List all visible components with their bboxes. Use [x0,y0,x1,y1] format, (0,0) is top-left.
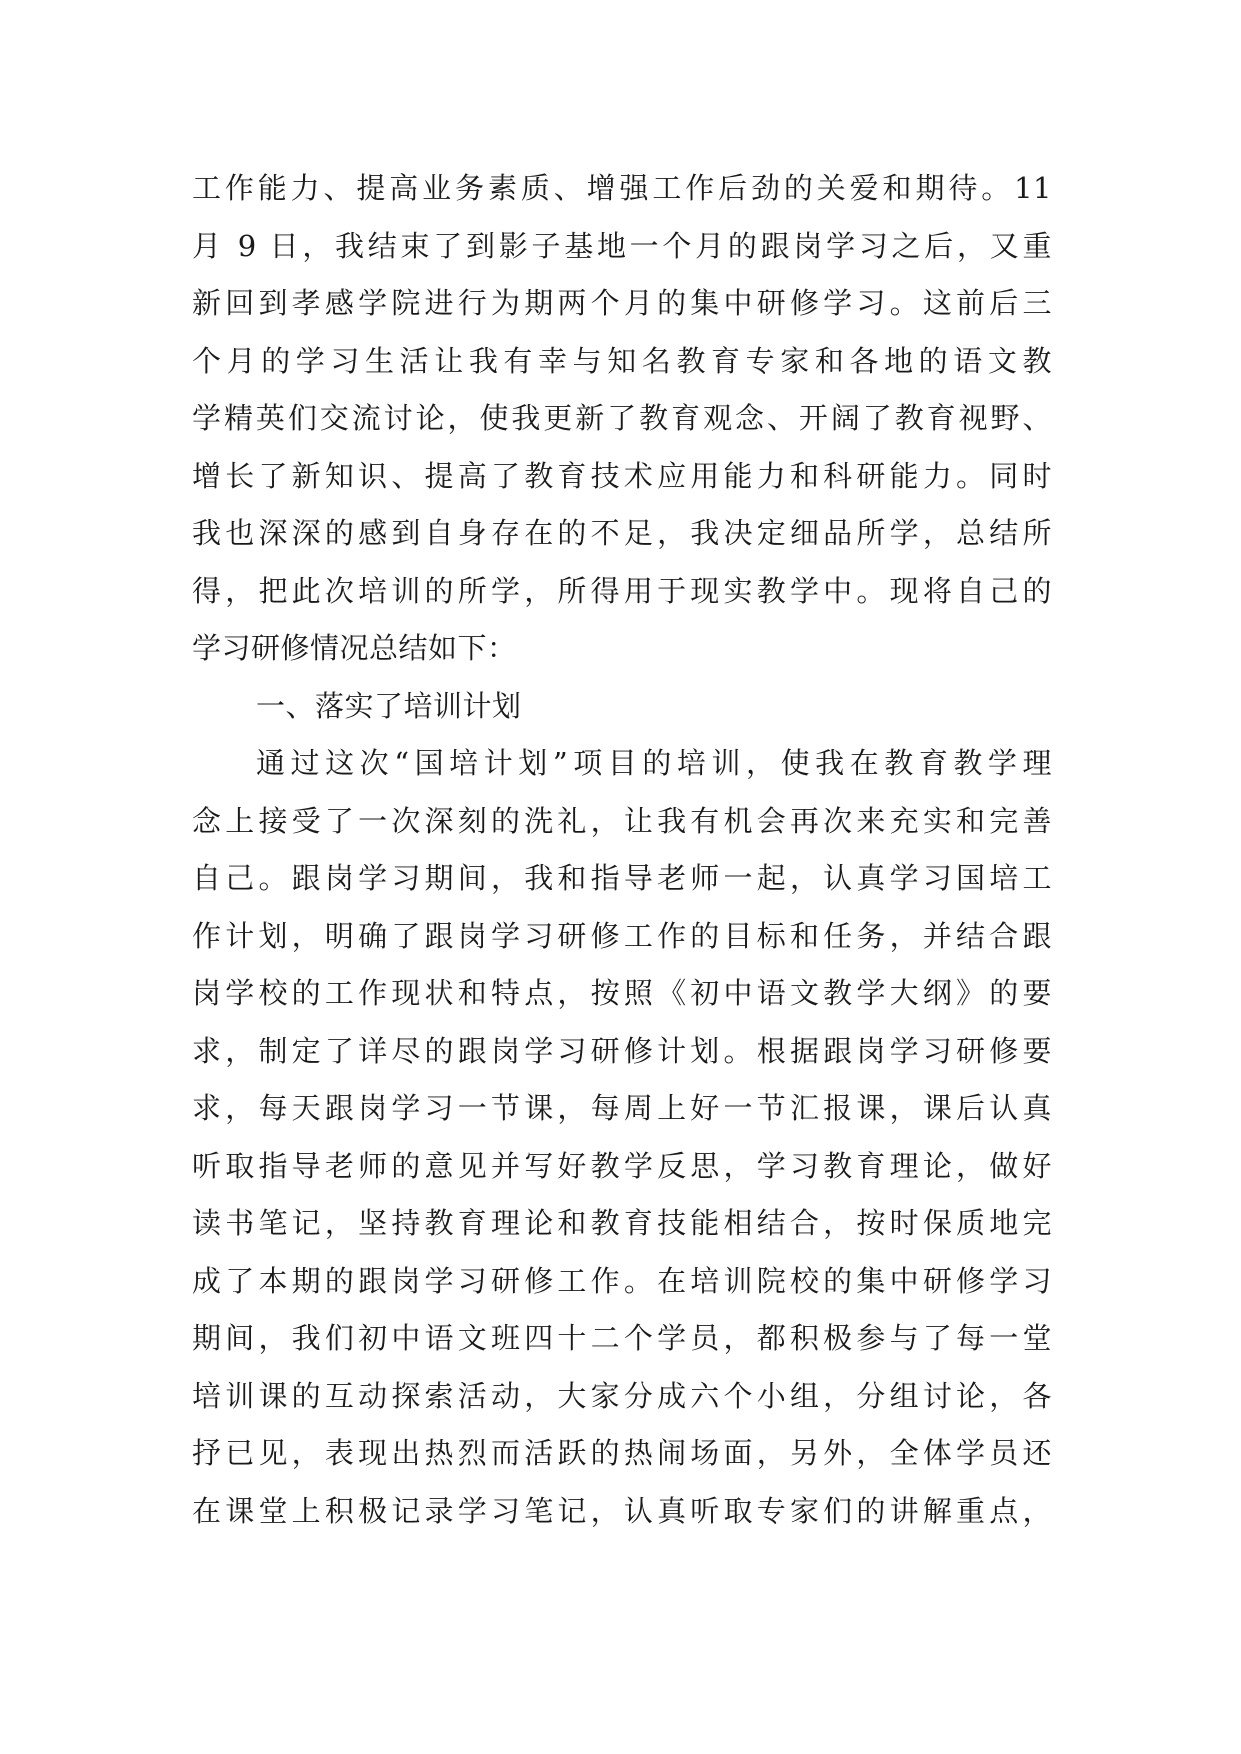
text-line: 求，制定了详尽的跟岗学习研修计划。根据跟岗学习研修要 [192,1033,1052,1068]
text-line: 通过这次“国培计划”项目的培训，使我在教育教学理 [256,746,1052,780]
text-line: 作计划，明确了跟岗学习研修工作的目标和任务，并结合跟 [192,918,1052,953]
text-line: 培训课的互动探索活动，大家分成六个小组，分组讨论，各 [192,1378,1052,1413]
text-line: 自己。跟岗学习期间，我和指导老师一起，认真学习国培工 [192,861,1052,895]
body-text [192,160,1052,1540]
section-heading: 一、落实了培训计划 [256,688,522,723]
text-line: 学习研修情况总结如下： [192,631,517,665]
text-line: 读书笔记，坚持教育理论和教育技能相结合，按时保质地完 [192,1206,1052,1240]
text-line: 期间，我们初中语文班四十二个学员，都积极参与了每一堂 [192,1321,1052,1355]
text-line: 个月的学习生活让我有幸与知名教育专家和各地的语文教 [192,343,1052,378]
text-line: 念上接受了一次深刻的洗礼，让我有机会再次来充实和完善 [192,803,1052,838]
text-line: 得，把此次培训的所学，所得用于现实教学中。现将自己的 [192,573,1052,608]
text-line: 月 9 日，我结束了到影子基地一个月的跟岗学习之后，又重 [192,228,1052,263]
text-line: 成了本期的跟岗学习研修工作。在培训院校的集中研修学习 [192,1263,1052,1298]
text-line: 新回到孝感学院进行为期两个月的集中研修学习。这前后三 [192,286,1052,320]
text-line: 抒已见，表现出热烈而活跃的热闹场面，另外，全体学员还 [192,1436,1052,1470]
text-line: 在课堂上积极记录学习笔记，认真听取专家们的讲解重点， [192,1493,1052,1528]
text-line: 工作能力、提高业务素质、增强工作后劲的关爱和期待。11 [192,171,1052,205]
text-line: 岗学校的工作现状和特点，按照《初中语文教学大纲》的要 [192,976,1052,1010]
text-line: 学精英们交流讨论，使我更新了教育观念、开阔了教育视野、 [192,401,1052,435]
text-line: 求，每天跟岗学习一节课，每周上好一节汇报课，课后认真 [192,1091,1052,1125]
text-line: 听取指导老师的意见并写好教学反思，学习教育理论，做好 [192,1148,1052,1183]
text-line: 增长了新知识、提高了教育技术应用能力和科研能力。同时 [192,458,1052,493]
text-line: 我也深深的感到自身存在的不足，我决定细品所学，总结所 [192,516,1052,550]
